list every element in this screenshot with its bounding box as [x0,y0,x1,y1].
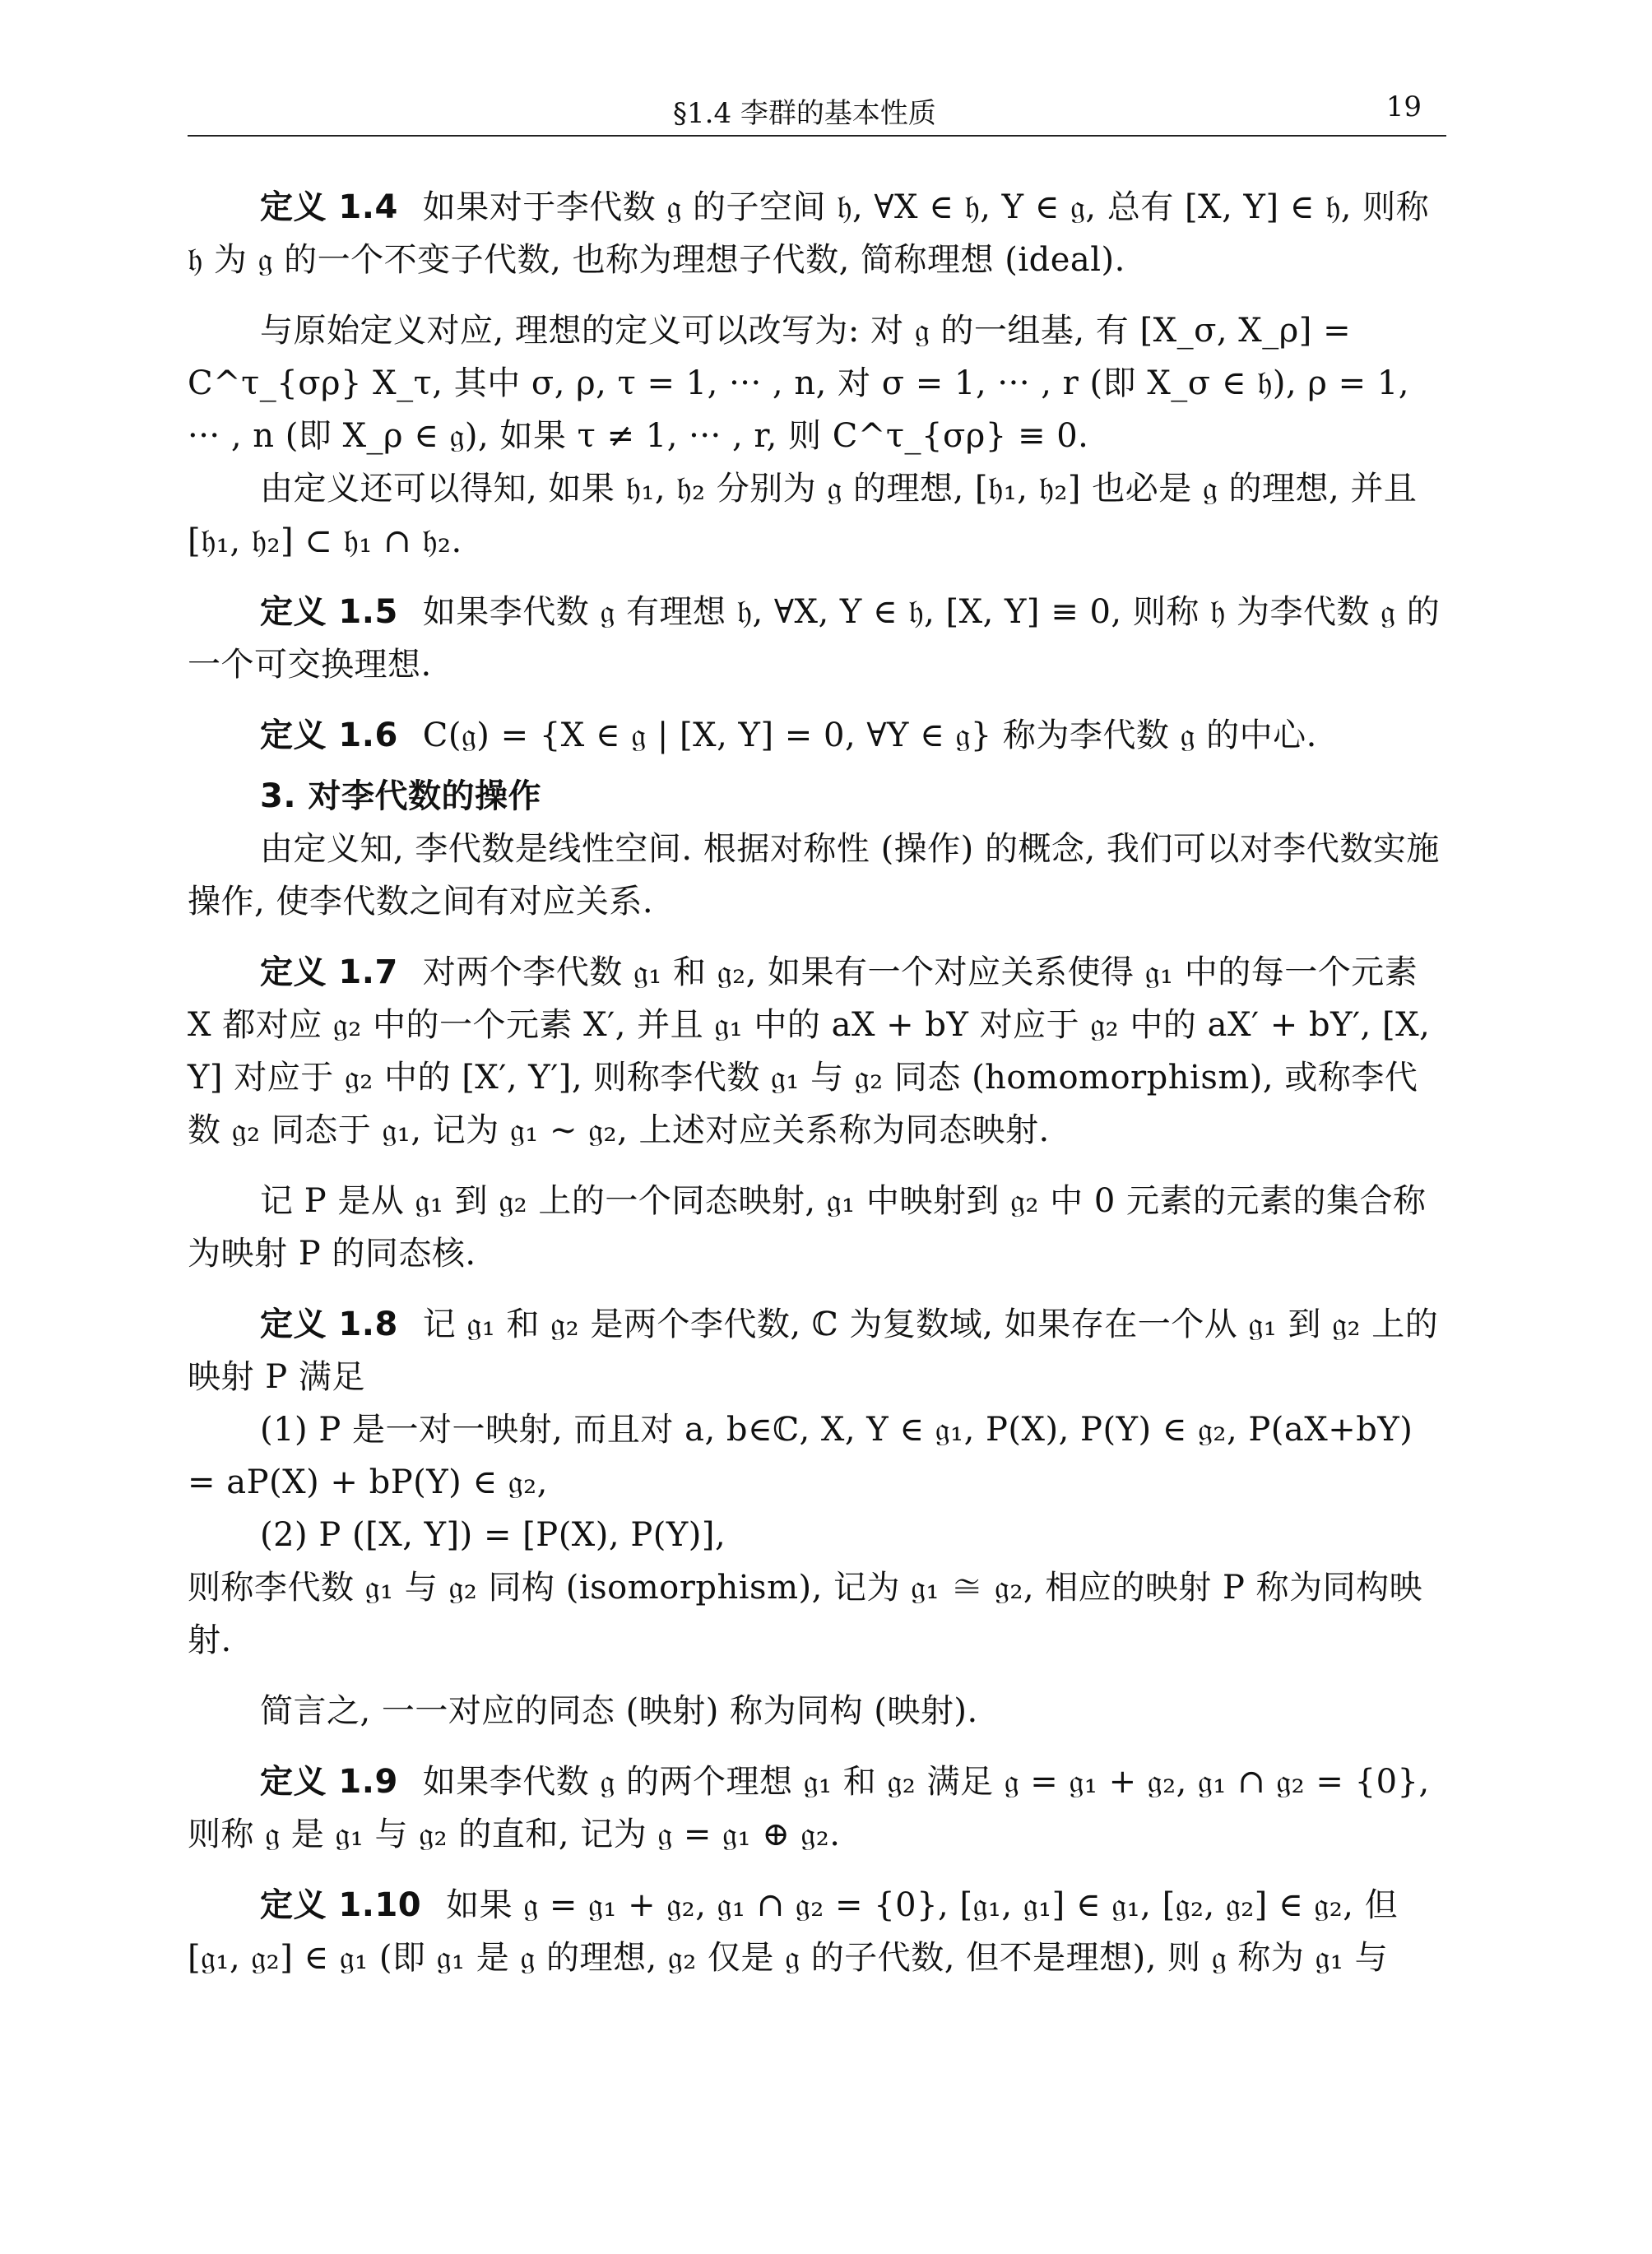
definition-1-7 [188,946,1446,1157]
paragraph-homomorphism-kernel: 记 P 是从 𝔤₁ 到 𝔤₂ 上的一个同态映射, 𝔤₁ 中映射到 𝔤₂ 中 0 元素的元素的集合称为映射 P 的同态核. [188,1182,1427,1273]
definition-1-6 [188,709,1446,762]
paragraph-operations: 由定义知, 李代数是线性空间. 根据对称性 (操作) 的概念, 我们可以对李代数实施操作, 使李代数之间有对应关系. [188,830,1440,921]
definition-1-9 [188,1755,1446,1861]
definition-1-10 [188,1879,1446,1984]
paragraph-ideal-basis: 与原始定义对应, 理想的定义可以改写为: 对 𝔤 的一组基, 有 [X_σ, X_ρ] = C^τ_{σρ} X_τ, 其中 σ, ρ, τ = 1, ··· , n, 对 σ = 1, ··· , r (即 X_σ ∈ 𝔥), ρ = 1, ··· , n (即 X_ρ ∈ 𝔤), 如果 τ ≠ 1, ··· , r, 则 C^τ_{σρ} ≡ 0. [188,312,1410,455]
definition-label: 定义 1.7 [260,953,398,991]
definition-text: 如果李代数 𝔤 的两个理想 𝔤₁ 和 𝔤₂ 满足 𝔤 = 𝔤₁ + 𝔤₂, 𝔤₁ ∩ 𝔤₂ = {0}, 则称 𝔤 是 𝔤₁ 与 𝔤₂ 的直和, 记为 𝔤 = 𝔤₁ ⊕ 𝔤₂. [188,1763,1430,1853]
definition-label: 定义 1.6 [260,717,398,754]
definition-label: 定义 1.4 [260,188,398,226]
page-body [188,181,1446,1984]
definition-1-8 [188,1298,1446,1403]
definition-text: 如果李代数 𝔤 有理想 𝔥, ∀X, Y ∈ 𝔥, [X, Y] ≡ 0, 则称 𝔥 为李代数 𝔤 的一个可交换理想. [188,593,1441,684]
header-title: §1.4 李群的基本性质 [673,97,936,130]
running-header [188,89,1446,137]
definition-label: 定义 1.9 [260,1763,398,1801]
definition-1-8-item-1: (1) P 是一对一映射, 而且对 a, b∈ℂ, X, Y ∈ 𝔤₁, P(X), P(Y) ∈ 𝔤₂, P(aX+bY) = aP(X) + bP(Y) ∈ 𝔤₂, [188,1411,1413,1501]
page-number: 19 [1385,90,1422,123]
definition-1-8-conclusion: 则称李代数 𝔤₁ 与 𝔤₂ 同构 (isomorphism), 记为 𝔤₁ ≅ 𝔤₂, 相应的映射 P 称为同构映射. [188,1569,1423,1659]
definition-label: 定义 1.10 [260,1886,422,1924]
paragraph-ideal-bracket: 由定义还可以得知, 如果 𝔥₁, 𝔥₂ 分别为 𝔤 的理想, [𝔥₁, 𝔥₂] 也必是 𝔤 的理想, 并且 [𝔥₁, 𝔥₂] ⊂ 𝔥₁ ∩ 𝔥₂. [188,470,1418,560]
definition-1-8-item-2: (2) P ([X, Y]) = [P(X), P(Y)], [260,1516,726,1554]
definition-label: 定义 1.5 [260,593,398,631]
definition-1-5 [188,586,1446,691]
section-heading: 3. 对李代数的操作 [260,777,541,815]
definition-text: 对两个李代数 𝔤₁ 和 𝔤₂, 如果有一个对应关系使得 𝔤₁ 中的每一个元素 X 都对应 𝔤₂ 中的一个元素 X′, 并且 𝔤₁ 中的 aX + bY 对应于 𝔤₂ 中的 aX′ + bY′, [X, Y] 对应于 𝔤₂ 中的 [X′, Y′], 则称李代数 𝔤₁ 与 𝔤₂ 同态 (homomorphism), 或称李代数 𝔤₂ 同态于 𝔤₁, 记为 𝔤₁ ∼ 𝔤₂, 上述对应关系称为同态映射. [188,953,1431,1149]
definition-text: C(𝔤) = {X ∈ 𝔤 | [X, Y] = 0, ∀Y ∈ 𝔤} 称为李代数 𝔤 的中心. [422,717,1317,754]
definition-text: 如果 𝔤 = 𝔤₁ + 𝔤₂, 𝔤₁ ∩ 𝔤₂ = {0}, [𝔤₁, 𝔤₁] ∈ 𝔤₁, [𝔤₂, 𝔤₂] ∈ 𝔤₂, 但 [𝔤₁, 𝔤₂] ∈ 𝔤₁ (即 𝔤₁ 是 𝔤 的理想, 𝔤₂ 仅是 𝔤 的子代数, 但不是理想), 则 𝔤 称为 𝔤₁ 与 [188,1886,1399,1977]
definition-1-4 [188,181,1446,286]
definition-text: 如果对于李代数 𝔤 的子空间 𝔥, ∀X ∈ 𝔥, Y ∈ 𝔤, 总有 [X, Y] ∈ 𝔥, 则称 𝔥 为 𝔤 的一个不变子代数, 也称为理想子代数, 简称理想 (ideal). [188,188,1430,279]
definition-label: 定义 1.8 [260,1306,398,1343]
paragraph-isomorphism-summary: 简言之, 一一对应的同态 (映射) 称为同构 (映射). [260,1692,978,1730]
definition-text: 记 𝔤₁ 和 𝔤₂ 是两个李代数, ℂ 为复数域, 如果存在一个从 𝔤₁ 到 𝔤₂ 上的映射 P 满足 [188,1306,1439,1396]
